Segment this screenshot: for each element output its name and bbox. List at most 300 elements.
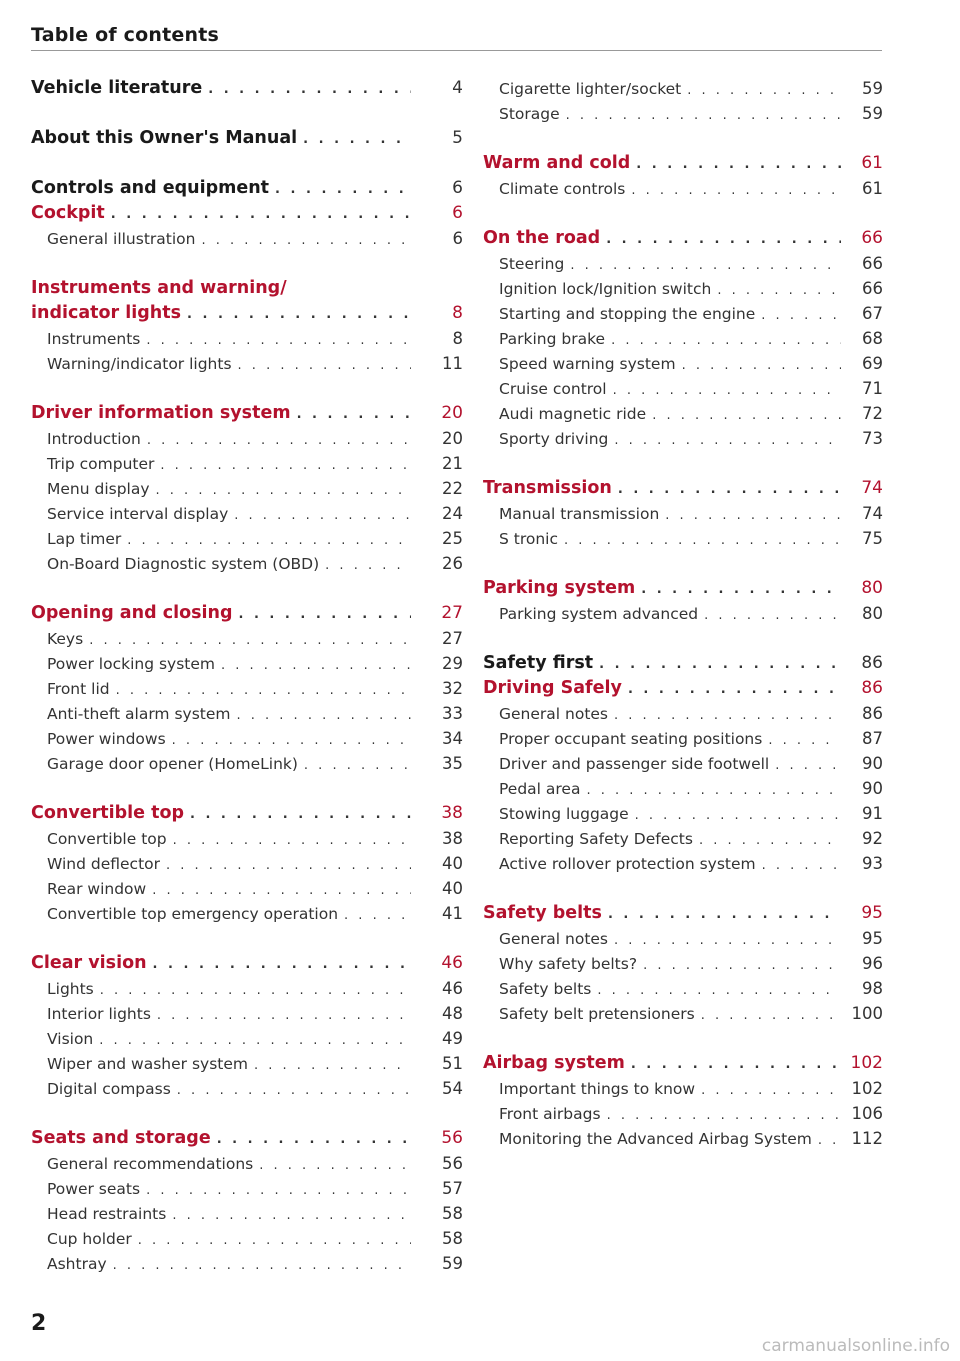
toc-page-number: 48 — [442, 1004, 463, 1023]
toc-subentry[interactable] — [31, 526, 463, 551]
toc-entry-title: S tronic — [499, 530, 559, 548]
toc-page-number: 86 — [861, 678, 883, 698]
toc-page-number: 11 — [442, 354, 463, 373]
toc-page-number: 57 — [442, 1179, 463, 1198]
dot-leader — [762, 853, 841, 876]
toc-subentry[interactable] — [31, 1026, 463, 1051]
toc-subentry[interactable] — [483, 851, 883, 876]
toc-entry-title: Safety belt pretensioners — [499, 1005, 695, 1023]
dot-leader — [239, 602, 412, 626]
dot-leader — [146, 1178, 411, 1201]
toc-chapter-entry[interactable] — [31, 276, 463, 301]
toc-chapter-entry[interactable] — [483, 651, 883, 676]
toc-page-number: 22 — [442, 479, 463, 498]
dot-leader — [116, 678, 411, 701]
toc-page-number: 95 — [861, 903, 883, 923]
toc-entry-title: Menu display — [47, 480, 150, 498]
toc-page-number: 40 — [442, 879, 463, 898]
toc-entry-title: Transmission — [483, 478, 612, 498]
toc-page-number: 86 — [861, 653, 883, 673]
toc-entry-title: Introduction — [47, 430, 141, 448]
page-number: 2 — [31, 1311, 47, 1336]
toc-entry-title: Lap timer — [47, 530, 122, 548]
toc-spacer — [483, 451, 883, 476]
toc-page-number: 71 — [862, 379, 883, 398]
dot-leader — [611, 328, 841, 351]
toc-page-number: 100 — [851, 1004, 883, 1023]
toc-page-number: 40 — [442, 854, 463, 873]
toc-page-number: 98 — [862, 979, 883, 998]
dot-leader — [99, 1028, 411, 1051]
toc-chapter-entry[interactable] — [483, 151, 883, 176]
toc-subentry[interactable] — [31, 726, 463, 751]
toc-entry-title: Ashtray — [47, 1255, 107, 1273]
toc-page-number: 26 — [442, 554, 463, 573]
dot-leader — [297, 402, 411, 426]
toc-entry-title: Convertible top emergency operation — [47, 905, 339, 923]
toc-page-number: 106 — [851, 1104, 883, 1123]
toc-page-number: 35 — [442, 754, 463, 773]
toc-entry-title: Parking system advanced — [499, 605, 699, 623]
toc-subentry[interactable] — [31, 326, 463, 351]
toc-subentry[interactable] — [31, 1001, 463, 1026]
toc-page-number: 54 — [442, 1079, 463, 1098]
toc-entry-title: On-Board Diagnostic system (OBD) — [47, 555, 320, 573]
toc-page-number: 68 — [862, 329, 883, 348]
dot-leader — [607, 1103, 841, 1126]
toc-chapter-entry[interactable] — [31, 126, 463, 151]
dot-leader — [173, 828, 411, 851]
dot-leader — [234, 503, 411, 526]
dot-leader — [238, 353, 411, 376]
toc-chapter-entry[interactable] — [31, 201, 463, 226]
page-header-title: Table of contents — [31, 24, 220, 46]
toc-page-number: 69 — [862, 354, 883, 373]
dot-leader — [303, 127, 411, 151]
toc-entry-title: Proper occupant seating positions — [499, 730, 763, 748]
toc-subentry[interactable] — [31, 351, 463, 376]
toc-entry-title: Convertible top — [31, 803, 184, 823]
toc-subentry[interactable] — [31, 851, 463, 876]
toc-page-number: 75 — [862, 529, 883, 548]
toc-entry-title: Service interval display — [47, 505, 229, 523]
dot-leader — [217, 1127, 411, 1151]
toc-left-column — [31, 76, 463, 1276]
dot-leader — [111, 202, 411, 226]
toc-entry-title: Wind deflector — [47, 855, 161, 873]
toc-page-number: 49 — [442, 1029, 463, 1048]
toc-subentry[interactable] — [31, 1176, 463, 1201]
toc-page-number: 5 — [452, 128, 463, 148]
toc-entry-title: Airbag system — [483, 1053, 625, 1073]
toc-entry-title: Power windows — [47, 730, 166, 748]
header-divider — [31, 50, 882, 51]
toc-page-number: 66 — [862, 279, 883, 298]
toc-subentry[interactable] — [483, 1126, 883, 1151]
dot-leader — [254, 1053, 411, 1076]
toc-page-number: 93 — [862, 854, 883, 873]
toc-entry-title: Why safety belts? — [499, 955, 638, 973]
toc-page-number: 91 — [862, 804, 883, 823]
toc-entry-title: Starting and stopping the engine — [499, 305, 756, 323]
toc-page-number: 66 — [861, 228, 883, 248]
dot-leader — [701, 1078, 841, 1101]
toc-subentry[interactable] — [31, 1151, 463, 1176]
toc-entry-title: Keys — [47, 630, 84, 648]
dot-leader — [208, 77, 411, 101]
dot-leader — [768, 728, 841, 751]
toc-chapter-entry[interactable] — [31, 301, 463, 326]
dot-leader — [146, 328, 411, 351]
toc-chapter-entry[interactable] — [31, 176, 463, 201]
toc-entry-title: Head restraints — [47, 1205, 167, 1223]
toc-spacer — [31, 151, 463, 176]
toc-chapter-entry[interactable] — [31, 76, 463, 101]
toc-entry-title: Front lid — [47, 680, 110, 698]
toc-page-number: 21 — [442, 454, 463, 473]
dot-leader — [614, 928, 841, 951]
toc-page-number: 29 — [442, 654, 463, 673]
toc-entry-title: General notes — [499, 930, 609, 948]
toc-subentry[interactable] — [31, 976, 463, 1001]
dot-leader — [818, 1128, 841, 1151]
toc-subentry[interactable] — [483, 76, 883, 101]
dot-leader — [201, 228, 411, 251]
toc-page-number: 4 — [452, 78, 463, 98]
dot-leader — [701, 1003, 841, 1026]
toc-page-number: 87 — [862, 729, 883, 748]
dot-leader — [586, 778, 841, 801]
toc-subentry[interactable] — [483, 701, 883, 726]
toc-entry-title: Vision — [47, 1030, 94, 1048]
dot-leader — [152, 878, 411, 901]
toc-entry-title: Active rollover protection system — [499, 855, 756, 873]
toc-subentry[interactable] — [483, 351, 883, 376]
toc-subentry[interactable] — [483, 1076, 883, 1101]
dot-leader — [641, 577, 841, 601]
toc-spacer — [31, 1101, 463, 1126]
toc-chapter-entry[interactable] — [483, 901, 883, 926]
toc-entry-title: Pedal area — [499, 780, 581, 798]
toc-subentry[interactable] — [31, 451, 463, 476]
toc-spacer — [483, 626, 883, 651]
toc-entry-title: Safety belts — [483, 903, 602, 923]
dot-leader — [717, 278, 841, 301]
toc-subentry[interactable] — [31, 826, 463, 851]
toc-subentry[interactable] — [483, 801, 883, 826]
toc-subentry[interactable] — [483, 326, 883, 351]
toc-page-number: 6 — [452, 229, 463, 248]
toc-page-number: 80 — [862, 604, 883, 623]
toc-page-number: 41 — [442, 904, 463, 923]
toc-subentry[interactable] — [31, 901, 463, 926]
toc-entry-title: About this Owner's Manual — [31, 128, 298, 148]
toc-entry-title: General notes — [499, 705, 609, 723]
dot-leader — [564, 528, 841, 551]
toc-entry-title: Anti-theft alarm system — [47, 705, 231, 723]
toc-page-number: 27 — [442, 629, 463, 648]
toc-page-number: 96 — [862, 954, 883, 973]
toc-page-number: 20 — [441, 403, 463, 423]
toc-page-number: 51 — [442, 1054, 463, 1073]
toc-subentry[interactable] — [31, 1226, 463, 1251]
toc-spacer — [483, 201, 883, 226]
toc-spacer — [483, 551, 883, 576]
toc-entry-title: Power seats — [47, 1180, 141, 1198]
dot-leader — [325, 553, 411, 576]
toc-page-number: 66 — [862, 254, 883, 273]
toc-spacer — [31, 376, 463, 401]
toc-subentry[interactable] — [483, 726, 883, 751]
toc-subentry[interactable] — [483, 1001, 883, 1026]
dot-leader — [156, 478, 411, 501]
toc-subentry[interactable] — [31, 551, 463, 576]
dot-leader — [570, 253, 841, 276]
toc-spacer — [31, 926, 463, 951]
toc-page-number: 38 — [441, 803, 463, 823]
dot-leader — [166, 853, 411, 876]
toc-page-number: 59 — [862, 104, 883, 123]
dot-leader — [631, 1052, 841, 1076]
toc-entry-title: Parking brake — [499, 330, 606, 348]
toc-subentry[interactable] — [31, 426, 463, 451]
toc-subentry[interactable] — [31, 626, 463, 651]
dot-leader — [613, 378, 841, 401]
toc-chapter-entry[interactable] — [31, 951, 463, 976]
toc-entry-title: Trip computer — [47, 455, 155, 473]
dot-leader — [636, 152, 841, 176]
toc-page-number: 46 — [441, 953, 463, 973]
toc-subentry[interactable] — [483, 1101, 883, 1126]
toc-page-number: 112 — [851, 1129, 883, 1148]
toc-spacer — [483, 876, 883, 901]
toc-page-number: 59 — [442, 1254, 463, 1273]
toc-entry-title: Stowing luggage — [499, 805, 629, 823]
toc-chapter-entry[interactable] — [483, 226, 883, 251]
toc-entry-title: Warning/indicator lights — [47, 355, 232, 373]
toc-page-number: 67 — [862, 304, 883, 323]
toc-spacer — [483, 1026, 883, 1051]
toc-page-number: 58 — [442, 1204, 463, 1223]
toc-entry-title: Cigarette lighter/socket — [499, 80, 682, 98]
dot-leader — [704, 603, 841, 626]
dot-leader — [618, 477, 841, 501]
dot-leader — [635, 803, 841, 826]
dot-leader — [665, 503, 841, 526]
dot-leader — [127, 528, 411, 551]
toc-chapter-entry[interactable] — [483, 576, 883, 601]
toc-entry-title: Storage — [499, 105, 560, 123]
toc-entry-title: Power locking system — [47, 655, 216, 673]
toc-page-number: 90 — [862, 779, 883, 798]
dot-leader — [775, 753, 841, 776]
toc-subentry[interactable] — [31, 676, 463, 701]
dot-leader — [566, 103, 841, 126]
dot-leader — [761, 303, 841, 326]
toc-chapter-entry[interactable] — [483, 476, 883, 501]
dot-leader — [157, 1003, 411, 1026]
toc-page-number: 34 — [442, 729, 463, 748]
toc-page-number: 80 — [861, 578, 883, 598]
toc-entry-title: Driver and passenger side footwell — [499, 755, 770, 773]
toc-spacer — [483, 126, 883, 151]
toc-subentry[interactable] — [483, 926, 883, 951]
toc-subentry[interactable] — [31, 701, 463, 726]
toc-page-number: 27 — [441, 603, 463, 623]
toc-spacer — [31, 776, 463, 801]
dot-leader — [682, 353, 841, 376]
dot-leader — [190, 802, 411, 826]
toc-subentry[interactable] — [483, 426, 883, 451]
watermark-text: carmanualsonline.info — [761, 1336, 950, 1356]
toc-subentry[interactable] — [483, 276, 883, 301]
toc-page-number: 32 — [442, 679, 463, 698]
toc-page-number: 25 — [442, 529, 463, 548]
toc-subentry[interactable] — [31, 751, 463, 776]
toc-subentry[interactable] — [483, 976, 883, 1001]
toc-entry-title: Safety first — [483, 653, 594, 673]
toc-entry-title: Instruments and warning/ — [31, 278, 287, 298]
toc-subentry[interactable] — [483, 101, 883, 126]
dot-leader — [172, 728, 411, 751]
dot-leader — [614, 428, 841, 451]
toc-page-number: 20 — [442, 429, 463, 448]
toc-subentry[interactable] — [483, 176, 883, 201]
toc-subentry[interactable] — [483, 501, 883, 526]
dot-leader — [631, 178, 841, 201]
dot-leader — [187, 302, 411, 326]
toc-page-number: 102 — [850, 1053, 883, 1073]
toc-chapter-entry[interactable] — [483, 1051, 883, 1076]
dot-leader — [138, 1228, 411, 1251]
toc-entry-title: Cockpit — [31, 203, 105, 223]
toc-entry-title: Climate controls — [499, 180, 626, 198]
toc-subentry[interactable] — [31, 876, 463, 901]
toc-subentry[interactable] — [31, 1251, 463, 1276]
toc-chapter-entry[interactable] — [31, 801, 463, 826]
dot-leader — [606, 227, 841, 251]
toc-entry-title: General recommendations — [47, 1155, 254, 1173]
toc-subentry[interactable] — [483, 826, 883, 851]
toc-subentry[interactable] — [31, 501, 463, 526]
dot-leader — [89, 628, 411, 651]
dot-leader — [172, 1203, 411, 1226]
dot-leader — [699, 828, 841, 851]
toc-page-number: 61 — [862, 179, 883, 198]
toc-entry-title: General illustration — [47, 230, 196, 248]
dot-leader — [687, 78, 841, 101]
toc-page-number: 8 — [452, 303, 463, 323]
dot-leader — [153, 952, 411, 976]
toc-chapter-entry[interactable] — [483, 676, 883, 701]
toc-page-number: 24 — [442, 504, 463, 523]
dot-leader — [113, 1253, 411, 1276]
toc-entry-title: Instruments — [47, 330, 141, 348]
toc-entry-title: Ignition lock/Ignition switch — [499, 280, 712, 298]
toc-entry-title: indicator lights — [31, 303, 182, 323]
toc-page-number: 90 — [862, 754, 883, 773]
toc-subentry[interactable] — [483, 951, 883, 976]
toc-subentry[interactable] — [483, 776, 883, 801]
toc-spacer — [31, 251, 463, 276]
toc-page-number: 102 — [851, 1079, 883, 1098]
toc-page-number: 59 — [862, 79, 883, 98]
toc-page-number: 95 — [862, 929, 883, 948]
toc-entry-title: Audi magnetic ride — [499, 405, 647, 423]
toc-page-number: 74 — [862, 504, 883, 523]
toc-page-number: 8 — [452, 329, 463, 348]
toc-spacer — [31, 101, 463, 126]
toc-page-number: 6 — [452, 178, 463, 198]
dot-leader — [344, 903, 411, 926]
toc-subentry[interactable] — [483, 526, 883, 551]
toc-subentry[interactable] — [483, 376, 883, 401]
toc-page-number: 61 — [861, 153, 883, 173]
toc-entry-title: Speed warning system — [499, 355, 676, 373]
toc-entry-title: Lights — [47, 980, 94, 998]
toc-entry-title: Controls and equipment — [31, 178, 270, 198]
toc-subentry[interactable] — [31, 476, 463, 501]
dot-leader — [597, 978, 841, 1001]
dot-leader — [221, 653, 411, 676]
toc-page-number: 74 — [861, 478, 883, 498]
toc-entry-title: Driver information system — [31, 403, 291, 423]
dot-leader — [304, 753, 411, 776]
toc-page-number: 6 — [452, 203, 463, 223]
toc-page-number: 46 — [442, 979, 463, 998]
toc-entry-title: Driving Safely — [483, 678, 622, 698]
toc-entry-title: Interior lights — [47, 1005, 151, 1023]
toc-chapter-entry[interactable] — [31, 1126, 463, 1151]
toc-subentry[interactable] — [483, 401, 883, 426]
dot-leader — [608, 902, 841, 926]
dot-leader — [652, 403, 841, 426]
toc-entry-title: Convertible top — [47, 830, 167, 848]
toc-subentry[interactable] — [483, 301, 883, 326]
toc-subentry[interactable] — [31, 1201, 463, 1226]
toc-chapter-entry[interactable] — [31, 601, 463, 626]
dot-leader — [100, 978, 411, 1001]
toc-entry-title: Opening and closing — [31, 603, 233, 623]
toc-page-number: 33 — [442, 704, 463, 723]
toc-page-number: 56 — [442, 1154, 463, 1173]
toc-entry-title: Warm and cold — [483, 153, 631, 173]
toc-subentry[interactable] — [483, 251, 883, 276]
dot-leader — [628, 677, 841, 701]
toc-page-number: 72 — [862, 404, 883, 423]
toc-entry-title: On the road — [483, 228, 601, 248]
toc-spacer — [31, 576, 463, 601]
dot-leader — [599, 652, 841, 676]
toc-entry-title: Reporting Safety Defects — [499, 830, 693, 848]
toc-subentry[interactable] — [31, 1076, 463, 1101]
toc-chapter-entry[interactable] — [31, 401, 463, 426]
toc-entry-title: Clear vision — [31, 953, 147, 973]
toc-entry-title: Garage door opener (HomeLink) — [47, 755, 298, 773]
toc-entry-title: Steering — [499, 255, 565, 273]
toc-entry-title: Wiper and washer system — [47, 1055, 249, 1073]
dot-leader — [147, 428, 411, 451]
toc-subentry[interactable] — [31, 1051, 463, 1076]
toc-entry-title: Important things to know — [499, 1080, 696, 1098]
dot-leader — [275, 177, 411, 201]
toc-entry-title: Seats and storage — [31, 1128, 211, 1148]
toc-subentry[interactable] — [31, 226, 463, 251]
toc-entry-title: Safety belts — [499, 980, 592, 998]
toc-subentry[interactable] — [483, 601, 883, 626]
toc-subentry[interactable] — [483, 751, 883, 776]
toc-subentry[interactable] — [31, 651, 463, 676]
